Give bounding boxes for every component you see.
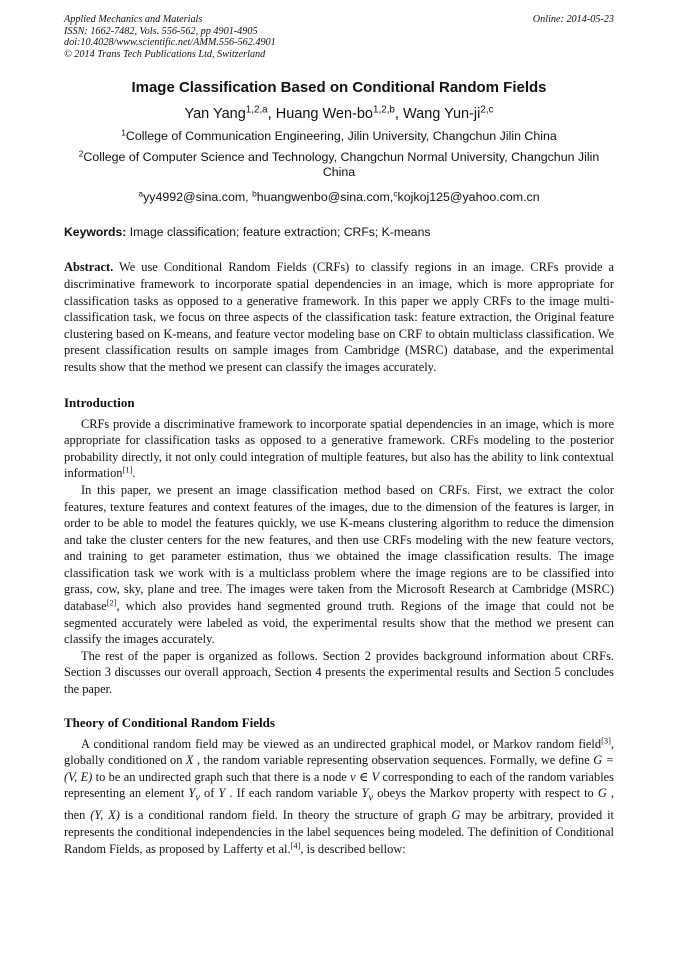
paragraph-text: to be an undirected graph such that there is a node [92, 769, 351, 784]
email-address[interactable]: kojkoj125@yahoo.com.cn [397, 190, 540, 205]
paragraph-text: may be arbitrary, provided it represents the conditional independencies in the label sequences being modeled. The definition of Conditional Random Fields, as proposed by Lafferty et al. [64, 808, 614, 856]
math-expression: (Y, X) [90, 808, 120, 823]
paragraph-text: A conditional random field may be viewed as an undirected graphical model, or Markov random field [81, 736, 602, 751]
introduction-heading: Introduction [64, 394, 135, 410]
math-expression: v ∈ V [350, 769, 380, 784]
paragraph-text: , then [64, 786, 614, 823]
math-symbol: G [451, 808, 461, 823]
author-superscript: 1,2,a [245, 104, 268, 116]
paragraph-text: , is described bellow: [300, 841, 406, 856]
abstract-text: We use Conditional Random Fields (CRFs) to classify regions in an image. CRFs provide a discriminative framework to incorporate spatial dependencies in an image, which is more appropriate for classification tasks as opposed to a generative framework. In this paper we apply CRFs to the image multi-classification task, we focus on three aspects of the classification task: feature extraction, the Original feature clustering based on K-means, and feature vector modeling base on CRF to obtain multiclass classification. We present classification results on sample images from Cambridge (MSRC) database, and the experimental results show that the method we present can classify the images accurately. [64, 260, 614, 374]
author-name: Huang Wen-bo [275, 106, 374, 123]
doi-line[interactable]: doi:10.4028/www.scientific.net/AMM.556-562.4901 [64, 37, 276, 49]
paragraph-text: , the random variable representing observation sequences. Formally, we define [193, 753, 594, 768]
issn-line: ISSN: 1662-7482, Vols. 556-562, pp 4901-4905 [64, 25, 258, 37]
online-date: Online: 2014-05-23 [532, 14, 614, 25]
citation-ref[interactable]: [4] [290, 840, 301, 851]
paragraph-text: is a conditional random field. In theory the structure of graph [119, 808, 452, 823]
paragraph-text: In this paper, we present an image classification method based on CRFs. First, we extract the color features, texture features and context features of the images, due to the dimension of the features is larger, in order to be able to model the features quickly, we use K-means clustering algorithm to reduce the dimension and take the cluster centers for the new features, and then use CRFs modeling with the new feature vectors, and training to get parameter estimation, thus we obtained the image classification results. The image classification task we work with is a multiclass problem where the image regions are to be classified into grass, cow, sky, plane and tree. The images were taken from the Microsoft Research at Cambridge (MSRC) database [64, 482, 614, 614]
keywords-text: Image classification; feature extraction; CRFs; K-means [126, 225, 431, 240]
math-symbol: X [185, 753, 194, 768]
affiliation-text: College of Computer Science and Technology, Changchun Normal University, Changchun Jilin China [83, 150, 600, 180]
author-separator: , [267, 106, 276, 123]
email-list [64, 190, 614, 205]
theory-heading: Theory of Conditional Random Fields [64, 714, 275, 730]
theory-paragraph [64, 736, 614, 858]
keywords-label: Keywords: [64, 225, 127, 240]
affiliation-text: College of Communication Engineering, Jilin University, Changchun Jilin China [125, 129, 557, 144]
math-subscript: v [195, 792, 200, 804]
affiliation-1 [64, 129, 614, 144]
math-symbol: G [597, 786, 607, 801]
paper-page [64, 14, 614, 857]
math-subscript: v [368, 792, 374, 804]
author-superscript: 1,2,b [373, 104, 395, 116]
affiliation-2 [64, 150, 614, 180]
paragraph-text: . If each random variable [225, 786, 362, 801]
paragraph-text: , which also provides hand segmented ground truth. Regions of the image that could not be segmented accurately were labeled as void, the experimental results show that the method we present can classify the images accurately. [64, 599, 614, 647]
copyright-line: © 2014 Trans Tech Publications Ltd, Switzerland [64, 48, 266, 60]
email-superscript: a [138, 188, 144, 199]
author-name: Yan Yang [184, 106, 246, 123]
email-address[interactable]: huangwenbo@sina.com, [256, 190, 394, 205]
author-list [64, 106, 614, 123]
journal-name: Applied Mechanics and Materials [64, 14, 203, 25]
math-symbol: Y [361, 786, 369, 801]
paragraph-text: . [132, 466, 136, 481]
author-separator: , [394, 106, 403, 123]
journal-header [64, 14, 614, 60]
intro-paragraph-3: The rest of the paper is organized as follows. Section 2 provides background information about CRFs. Section 3 discusses our overall approach, Section 4 presents the experimental results and Section 5 concludes the paper. [64, 648, 614, 697]
author-superscript: 2,c [480, 104, 494, 116]
email-superscript: c [393, 188, 398, 199]
paragraph-text: obeys the Markov property with respect to [373, 786, 598, 801]
math-symbol: Y [218, 786, 226, 801]
author-name: Wang Yun-ji [402, 106, 481, 123]
citation-ref[interactable]: [3] [601, 735, 611, 745]
citation-ref[interactable]: [1] [122, 464, 133, 475]
paragraph-text: corresponding to each of the random variables representing an element [64, 769, 614, 801]
paper-title: Image Classification Based on Conditional Random Fields [131, 79, 547, 97]
math-expression: G = (V, E) [64, 753, 614, 784]
affiliation-superscript: 1 [121, 127, 126, 138]
keywords [64, 225, 614, 240]
affiliation-superscript: 2 [78, 148, 84, 159]
paragraph-text: , globally conditioned on [64, 736, 614, 768]
paragraph-text: of [199, 786, 219, 801]
citation-ref[interactable]: [2] [106, 597, 117, 608]
paragraph-text: CRFs provide a discriminative framework to incorporate spatial dependencies in an image, which is more appropriate for classification tasks as opposed to a generative framework. CRFs modeling to the posterior probability directly, it not only could integration of multiple features, but also has the ability to link contextual information [64, 416, 614, 481]
email-address[interactable]: yy4992@sina.com, [143, 190, 253, 205]
abstract [64, 259, 614, 375]
abstract-label: Abstract. [64, 260, 114, 275]
intro-paragraph-1 [64, 416, 614, 482]
email-superscript: b [252, 188, 257, 199]
intro-paragraph-2 [64, 482, 614, 648]
math-symbol: Y [188, 786, 196, 801]
